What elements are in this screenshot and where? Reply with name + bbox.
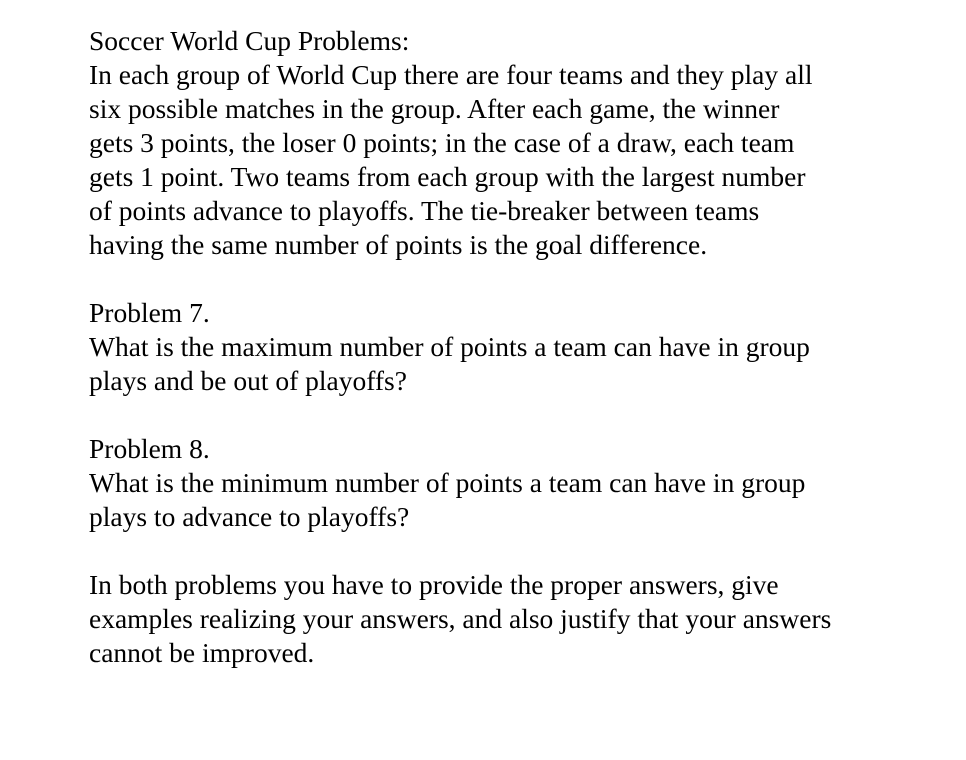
paragraph-spacer — [89, 262, 949, 296]
intro-line: In each group of World Cup there are four teams and they play all — [89, 59, 813, 90]
problem-8-section — [89, 432, 949, 534]
intro-line: gets 1 point. Two teams from each group with the largest number — [89, 161, 806, 192]
problem-7-section — [89, 296, 949, 398]
closing-line: examples realizing your answers, and also justify that your answers — [89, 603, 832, 634]
problem-7-heading: Problem 7. — [89, 297, 210, 328]
intro-line: six possible matches in the group. After each game, the winner — [89, 93, 780, 124]
problem-8-line: What is the minimum number of points a team can have in group — [89, 467, 806, 498]
problem-7-line: What is the maximum number of points a team can have in group — [89, 331, 810, 362]
closing-paragraph — [89, 568, 949, 670]
problem-8-line: plays to advance to playoffs? — [89, 501, 410, 532]
intro-line: of points advance to playoffs. The tie-breaker between teams — [89, 195, 760, 226]
problem-8-heading: Problem 8. — [89, 433, 210, 464]
problem-7-line: plays and be out of playoffs? — [89, 365, 407, 396]
paragraph-spacer — [89, 534, 949, 568]
closing-line: In both problems you have to provide the proper answers, give — [89, 569, 779, 600]
document-page — [89, 24, 949, 670]
intro-line: gets 3 points, the loser 0 points; in the case of a draw, each team — [89, 127, 795, 158]
paragraph-spacer — [89, 398, 949, 432]
document-title: Soccer World Cup Problems: — [89, 25, 410, 56]
intro-paragraph — [89, 58, 949, 262]
closing-line: cannot be improved. — [89, 637, 315, 668]
intro-line: having the same number of points is the goal difference. — [89, 229, 708, 260]
